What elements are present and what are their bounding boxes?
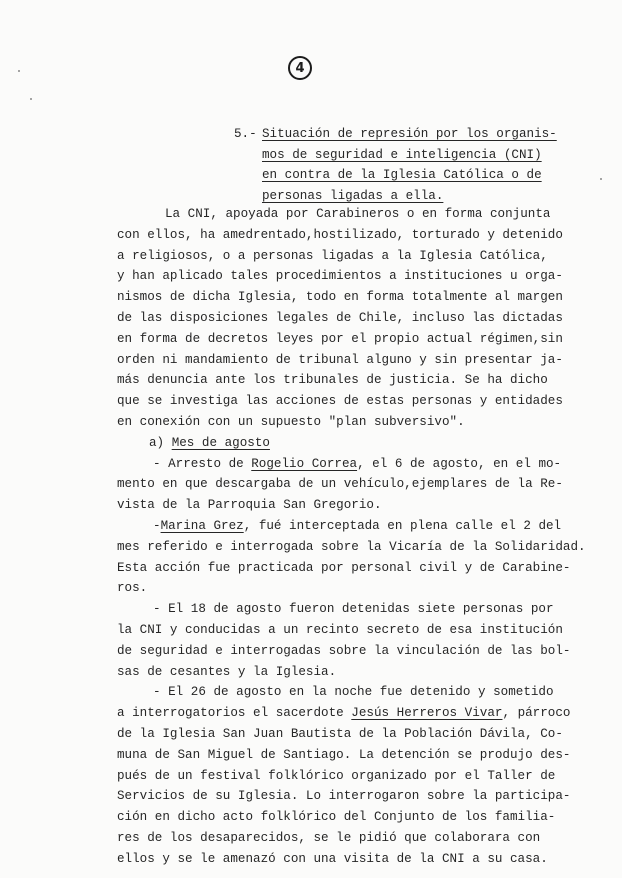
text-line: nismos de dicha Iglesia, todo en forma totalmente al margen — [117, 290, 563, 305]
text-line — [117, 516, 562, 537]
text-line: - El 26 de agosto en la noche fue detenido y sometido — [153, 685, 554, 700]
page-number-text: 4 — [295, 60, 305, 76]
text-line: de seguridad e interrogadas sobre la vinculación de las bol- — [117, 643, 571, 658]
paragraph-item-2 — [117, 516, 586, 599]
page-number — [288, 56, 312, 80]
person-name: Rogelio Correa — [251, 456, 358, 471]
section-title-line: Situación de represión por los organis- — [262, 127, 557, 141]
section-title-line: personas ligadas a ella. — [262, 188, 444, 203]
person-name: Jesús Herreros Vivar — [351, 706, 503, 721]
section-number: 5.- — [234, 127, 257, 141]
text-line: Servicios de su Iglesia. Lo interrogaron sobre la participa- — [117, 789, 571, 804]
text-line — [117, 703, 571, 724]
subsection-title: Mes de agosto — [171, 435, 270, 450]
scan-speck — [18, 70, 20, 72]
text-line: de las disposiciones legales de Chile, incluso las dictadas — [117, 310, 563, 325]
section-title-line: mos de seguridad e inteligencia (CNI) — [262, 147, 542, 162]
text-line: que se investiga las acciones de estas personas y entidades — [117, 394, 563, 409]
text-line: muna de San Miguel de Santiago. La detención se produjo des- — [117, 747, 571, 762]
text-line: con ellos, ha amedrentado,hostilizado, torturado y detenido — [117, 227, 563, 242]
intro-paragraph — [117, 204, 562, 433]
subsection-heading — [117, 433, 562, 454]
item-text: - — [153, 518, 161, 533]
text-line: más denuncia ante los tribunales de justicia. Se ha dicho — [117, 373, 548, 388]
section-heading — [234, 124, 564, 206]
item-text: - Arresto de — [153, 456, 252, 471]
text-line: mento en que descargaba de un vehículo,ejemplares de la Re- — [117, 477, 563, 492]
text-line: ción en dicho acto folklórico del Conjunto de los familia- — [117, 810, 556, 825]
text-line: sas de cesantes y la Iglesia. — [117, 664, 337, 679]
text-line — [117, 454, 562, 475]
subsection-prefix: a) — [149, 435, 172, 450]
paragraph-item-3 — [117, 599, 571, 682]
document-body — [117, 204, 586, 870]
scan-speck — [30, 98, 32, 100]
text-line: ros. — [117, 581, 148, 596]
text-line: ellos y se le amenazó con una visita de la CNI a su casa. — [117, 851, 548, 866]
text-line: - El 18 de agosto fueron detenidas siete personas por — [153, 602, 554, 617]
item-text: , fué interceptada en plena calle el 2 del — [243, 518, 562, 533]
text-line: la CNI y conducidas a un recinto secreto de esa institución — [117, 622, 563, 637]
item-text: , el 6 de agosto, en el mo- — [357, 456, 562, 471]
person-name: Marina Grez — [160, 518, 244, 533]
paragraph-item-1 — [117, 454, 562, 516]
text-line: mes referido e interrogada sobre la Vicaría de la Solidaridad. — [117, 539, 586, 554]
text-line: res de los desaparecidos, se le pidió que colaborara con — [117, 830, 541, 845]
text-line: pués de un festival folklórico organizado por el Taller de — [117, 768, 556, 783]
section-title-line: en contra de la Iglesia Católica o de — [262, 168, 542, 182]
text-line: de la Iglesia San Juan Bautista de la Población Dávila, Co- — [117, 726, 563, 741]
item-text: a interrogatorios el sacerdote — [117, 706, 352, 721]
text-line: en forma de decretos leyes por el propio actual régimen,sin — [117, 331, 563, 346]
text-line: y han aplicado tales procedimientos a instituciones u orga- — [117, 269, 563, 284]
item-text: , párroco — [502, 706, 571, 721]
text-line: en conexión con un supuesto "plan subversivo". — [117, 414, 465, 429]
scan-speck — [600, 178, 602, 180]
text-line: Esta acción fue practicada por personal civil y de Carabine- — [117, 560, 571, 575]
section-title — [262, 124, 564, 206]
text-line: orden ni mandamiento de tribunal alguno y sin presentar ja- — [117, 352, 563, 367]
paragraph-item-4 — [117, 682, 571, 869]
text-line: vista de la Parroquia San Gregorio. — [117, 498, 382, 513]
text-line: La CNI, apoyada por Carabineros o en forma conjunta — [165, 207, 551, 221]
text-line: a religiosos, o a personas ligadas a la Iglesia Católica, — [117, 248, 548, 263]
